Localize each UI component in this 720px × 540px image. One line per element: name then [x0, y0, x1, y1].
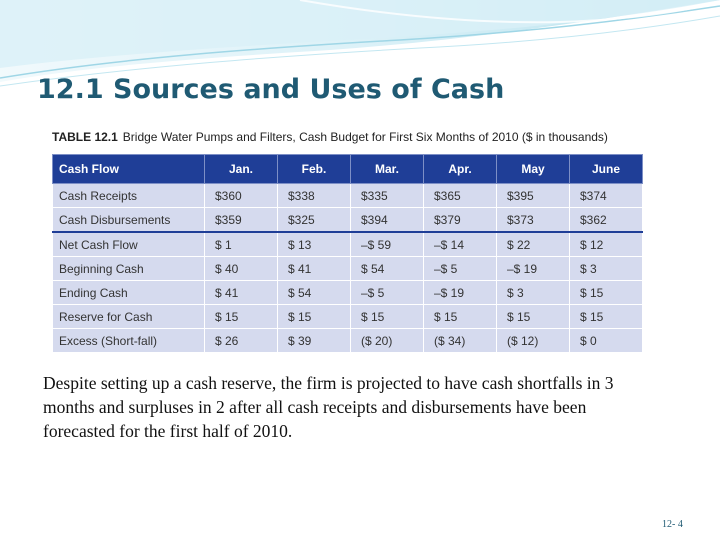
header-jan: Jan. — [205, 155, 278, 184]
table-cell: $ 3 — [497, 281, 570, 305]
table-header-row — [53, 155, 643, 184]
slide-body-text: Despite setting up a cash reserve, the firm is projected to have cash shortfalls in 3 months and surpluses in 2 after all cash receipts and disbursements have been forecasted for the first half of 2010. — [43, 373, 614, 441]
header-cash-flow: Cash Flow — [53, 155, 205, 184]
table-cell: $ 1 — [205, 232, 278, 257]
table-cell: $ 54 — [351, 257, 424, 281]
table-row — [53, 184, 643, 208]
cash-budget-table-figure — [48, 120, 651, 366]
slide-title: 12.1 Sources and Uses of Cash — [37, 74, 505, 105]
table-cell: $ 39 — [278, 329, 351, 353]
table-caption-label: TABLE 12.1 — [52, 130, 118, 144]
table-cell: $ 54 — [278, 281, 351, 305]
row-label: Beginning Cash — [53, 257, 205, 281]
table-cell: –$ 59 — [351, 232, 424, 257]
table-cell: $ 26 — [205, 329, 278, 353]
table-cell: ($ 12) — [497, 329, 570, 353]
table-row — [53, 208, 643, 233]
table-cell: $ 3 — [570, 257, 643, 281]
table-cell: $359 — [205, 208, 278, 233]
table-cell: –$ 19 — [424, 281, 497, 305]
cash-budget-table — [52, 154, 643, 353]
table-cell: ($ 34) — [424, 329, 497, 353]
page-number: 12- 4 — [662, 519, 683, 530]
table-cell: $ 13 — [278, 232, 351, 257]
header-mar: Mar. — [351, 155, 424, 184]
table-cell: –$ 14 — [424, 232, 497, 257]
table-cell: $ 12 — [570, 232, 643, 257]
row-label: Ending Cash — [53, 281, 205, 305]
table-cell: $394 — [351, 208, 424, 233]
table-row — [53, 281, 643, 305]
table-cell: $ 41 — [205, 281, 278, 305]
table-row — [53, 257, 643, 281]
row-label: Excess (Short-fall) — [53, 329, 205, 353]
table-cell: $ 15 — [205, 305, 278, 329]
table-cell: $ 15 — [351, 305, 424, 329]
table-cell: –$ 5 — [351, 281, 424, 305]
row-label: Cash Receipts — [53, 184, 205, 208]
table-row — [53, 232, 643, 257]
table-cell: $373 — [497, 208, 570, 233]
table-cell: –$ 5 — [424, 257, 497, 281]
table-cell: $365 — [424, 184, 497, 208]
table-cell: $ 41 — [278, 257, 351, 281]
header-apr: Apr. — [424, 155, 497, 184]
table-cell: $ 15 — [497, 305, 570, 329]
table-cell: $ 22 — [497, 232, 570, 257]
table-cell: $ 15 — [570, 305, 643, 329]
header-june: June — [570, 155, 643, 184]
table-cell: $374 — [570, 184, 643, 208]
row-label: Net Cash Flow — [53, 232, 205, 257]
table-caption — [52, 130, 608, 144]
table-cell: $338 — [278, 184, 351, 208]
table-cell: $ 15 — [570, 281, 643, 305]
table-cell: $ 15 — [424, 305, 497, 329]
table-cell: $335 — [351, 184, 424, 208]
header-may: May — [497, 155, 570, 184]
table-cell: $ 15 — [278, 305, 351, 329]
table-caption-text: Bridge Water Pumps and Filters, Cash Budget for First Six Months of 2010 ($ in thousands) — [122, 130, 608, 144]
header-feb: Feb. — [278, 155, 351, 184]
table-cell: $ 0 — [570, 329, 643, 353]
table-cell: ($ 20) — [351, 329, 424, 353]
table-cell: $362 — [570, 208, 643, 233]
table-cell: $360 — [205, 184, 278, 208]
table-cell: $325 — [278, 208, 351, 233]
table-cell: $ 40 — [205, 257, 278, 281]
row-label: Reserve for Cash — [53, 305, 205, 329]
table-row — [53, 305, 643, 329]
table-cell: –$ 19 — [497, 257, 570, 281]
row-label: Cash Disbursements — [53, 208, 205, 233]
table-cell: $379 — [424, 208, 497, 233]
table-row — [53, 329, 643, 353]
table-cell: $395 — [497, 184, 570, 208]
